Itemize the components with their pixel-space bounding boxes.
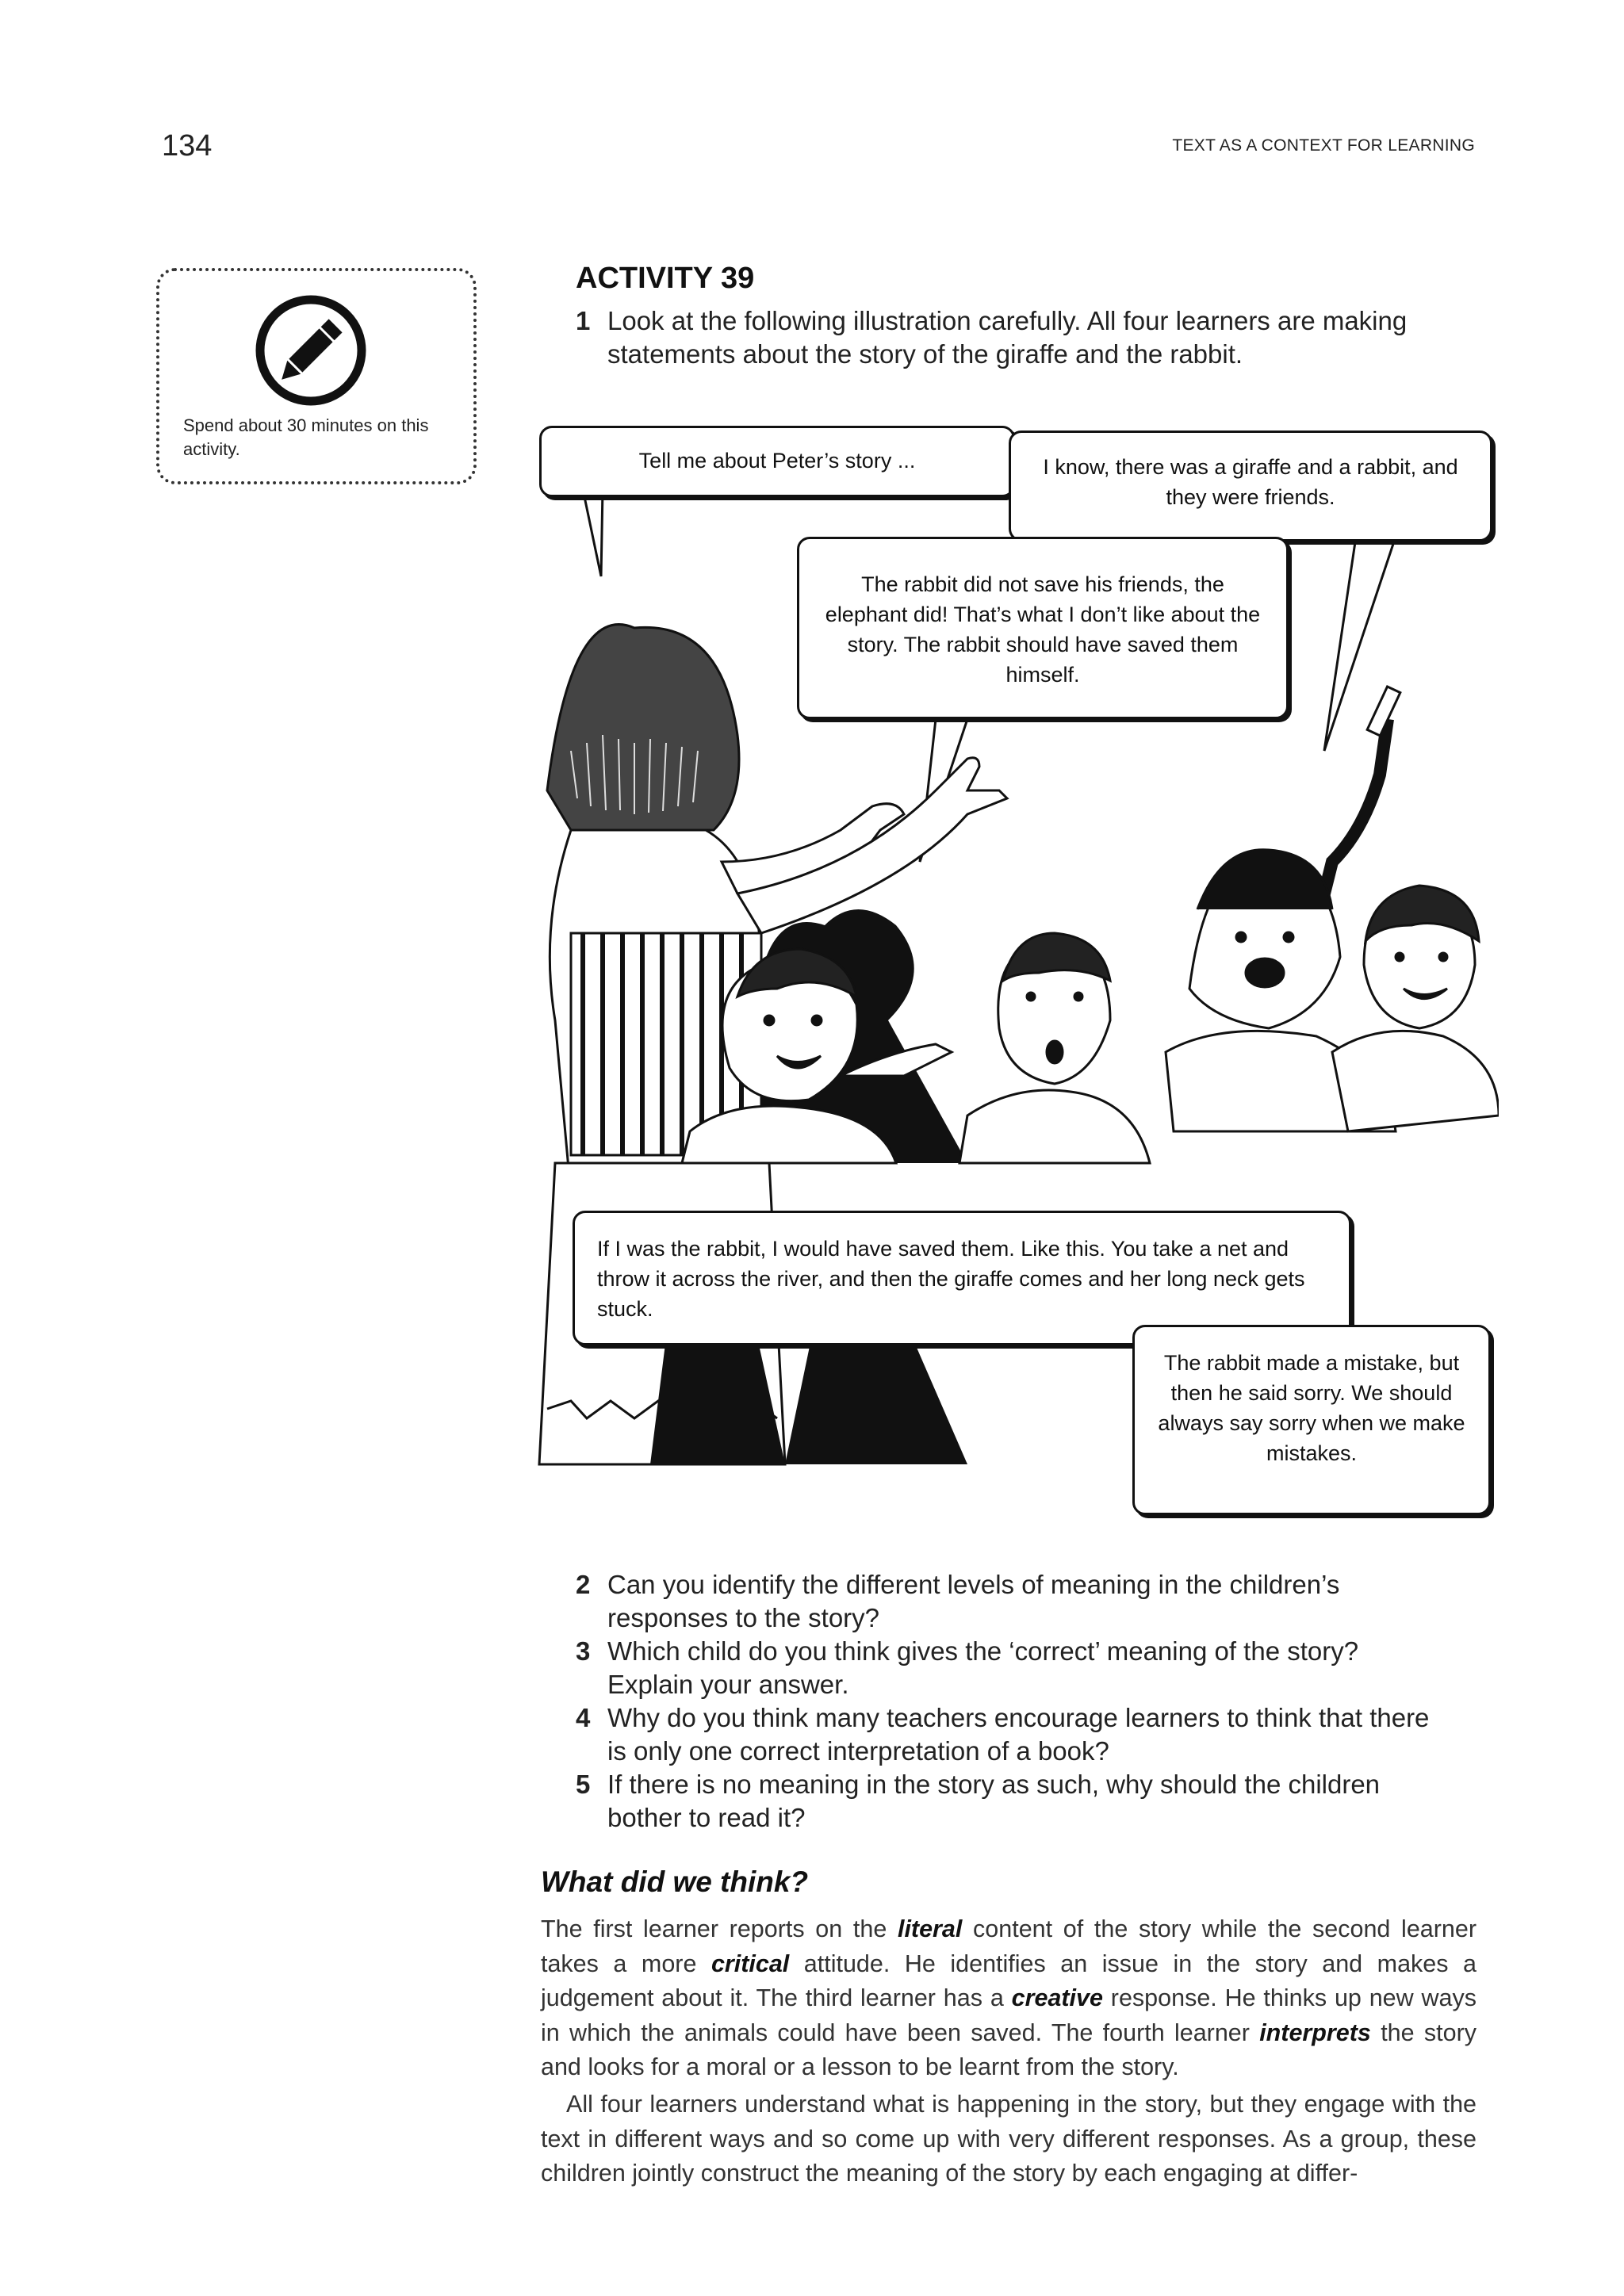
question-number: 2 <box>576 1570 591 1599</box>
key-term: creative <box>1011 1984 1103 2011</box>
learner4-speech-text: The rabbit made a mistake, but then he said sorry. We should always say sorry when we make mistakes. <box>1158 1351 1465 1465</box>
page-number: 134 <box>162 129 213 163</box>
learner4-speech-bubble <box>1132 1325 1491 1515</box>
learner2-speech-text: The rabbit did not save his friends, the elephant did! That’s what I don’t like about the story. The rabbit should have saved them himself. <box>825 572 1261 687</box>
question-number: 4 <box>576 1703 591 1732</box>
learner3-figure <box>959 933 1150 1163</box>
key-term: literal <box>897 1915 963 1942</box>
text-run: response. He thinks up new ways in which the animals could have been saved. The fourth learner <box>541 1984 1477 2046</box>
discussion-paragraph-2: All four learners understand what is happening in the story, but they engage with the text in different ways and so come up with very different responses. As a group, these children jointly construct the meaning of the story by each engaging at differ- <box>541 2091 1477 2187</box>
section-heading: What did we think? <box>541 1866 809 1898</box>
learner2-speech-bubble <box>797 537 1289 719</box>
key-term: critical <box>710 1950 790 1977</box>
learner1-speech-bubble <box>1009 430 1492 541</box>
text-run: attitude. He identifies an issue in the story and makes a judgement about it. The third learner has a <box>541 1950 1477 2011</box>
question-3 <box>576 1635 1448 1701</box>
question-number: 1 <box>576 306 591 335</box>
learner3-speech-text: If I was the rabbit, I would have saved them. Like this. You take a net and throw it across the river, and then the giraffe comes and her long neck gets stuck. <box>597 1237 1305 1321</box>
question-text: If there is no meaning in the story as such, why should the children bother to read it? <box>607 1770 1381 1832</box>
question-4 <box>576 1701 1448 1768</box>
question-text: Why do you think many teachers encourage learners to think that there is only one correct interpretation of a book? <box>607 1703 1430 1766</box>
question-text: Can you identify the different levels of meaning in the children’s responses to the story? <box>607 1570 1340 1632</box>
sidebar-note-text: Spend about 30 minutes on this activity. <box>183 415 429 459</box>
pencil-icon <box>255 295 366 406</box>
question-text: Look at the following illustration carefully. All four learners are making statements about the story of the giraffe and the rabbit. <box>607 306 1408 369</box>
question-2 <box>576 1568 1448 1635</box>
text-run: content of the story while the second learner takes a more <box>541 1915 1477 1977</box>
teacher-speech-bubble <box>539 426 1015 497</box>
text-run: The first learner reports on the <box>541 1915 898 1942</box>
question-1 <box>576 304 1448 371</box>
question-number: 5 <box>576 1770 591 1799</box>
question-text: Which child do you think gives the ‘correct’ meaning of the story? Explain your answer. <box>607 1636 1359 1699</box>
teacher-speech-text: Tell me about Peter’s story ... <box>638 449 916 473</box>
classroom-illustration <box>523 418 1499 1524</box>
teacher-bubble-tail <box>583 489 603 576</box>
activity-title: ACTIVITY 39 <box>576 262 755 295</box>
key-term: interprets <box>1259 2019 1371 2046</box>
running-head: TEXT AS A CONTEXT FOR LEARNING <box>1172 136 1475 155</box>
learner4-figure <box>1332 886 1499 1131</box>
discussion-paragraph-1 <box>541 1912 1477 2085</box>
sidebar-note <box>156 268 477 484</box>
learner1-speech-text: I know, there was a giraffe and a rabbit, and they were friends. <box>1043 455 1458 509</box>
question-number: 3 <box>576 1636 591 1666</box>
question-5 <box>576 1768 1448 1835</box>
text-run: the story and looks for a moral or a lesson to be learnt from the story. <box>541 2019 1477 2080</box>
